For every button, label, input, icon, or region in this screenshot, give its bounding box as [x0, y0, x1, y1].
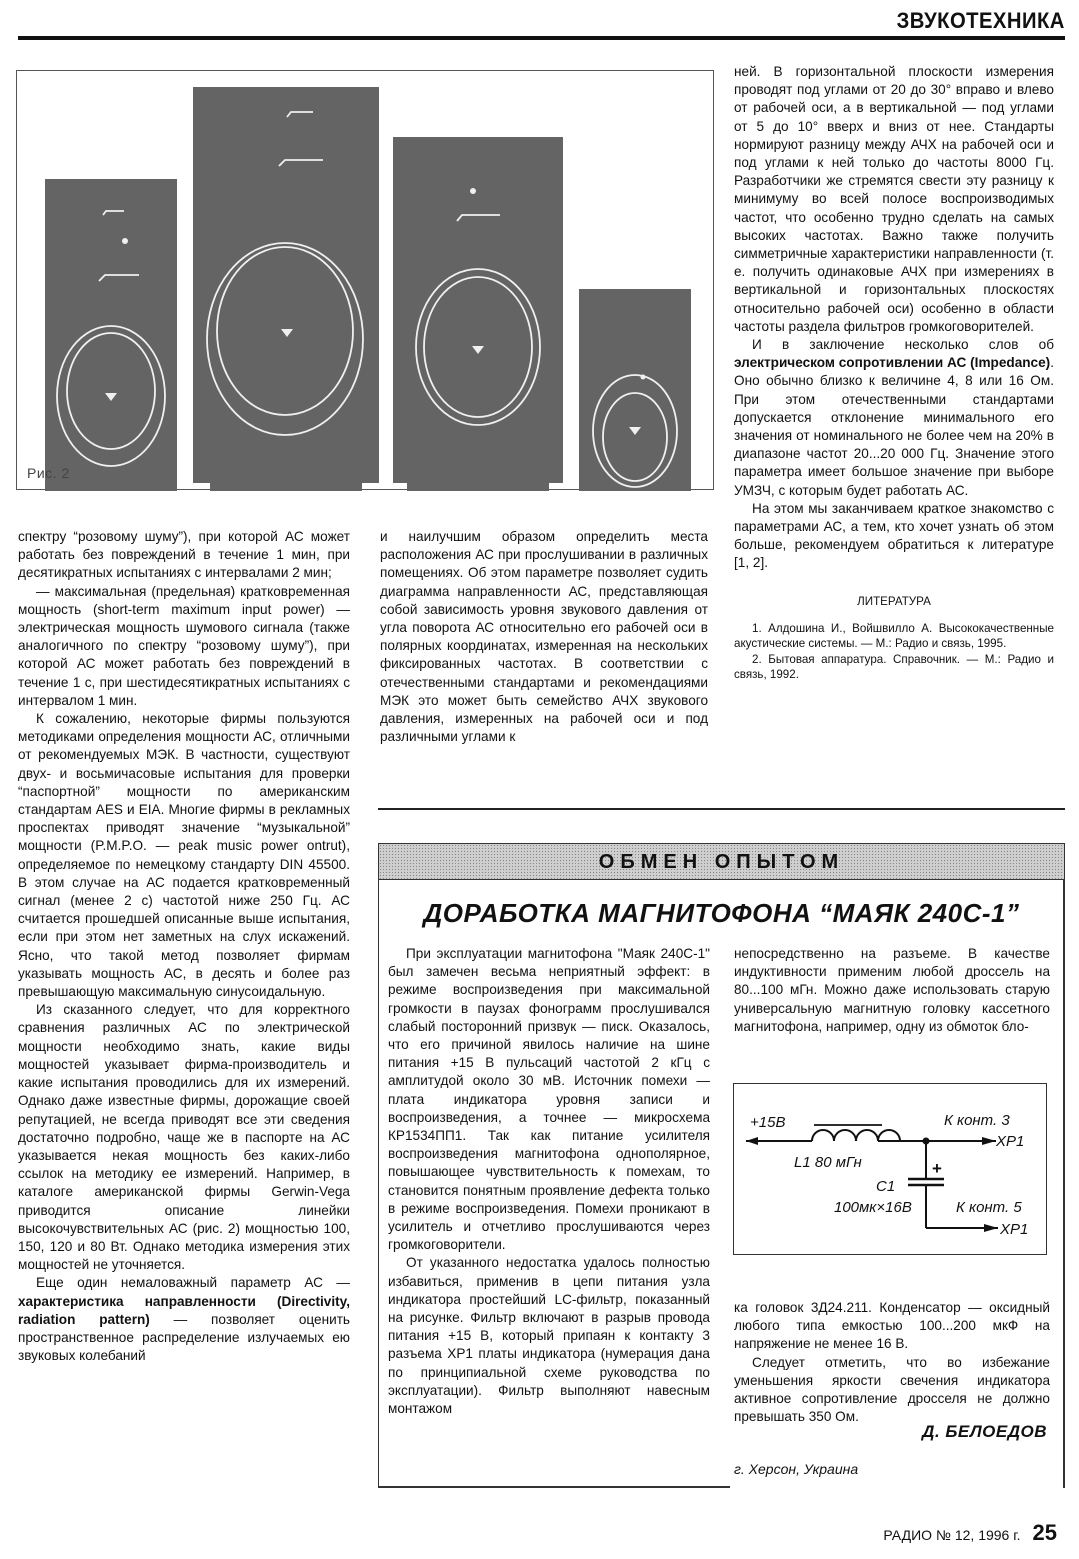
page-footer	[883, 1520, 1057, 1546]
paragraph-directivity: Еще один немаловажный параметр АС — характеристика направленности (Directivity, radiation pattern) — позволяет оценить пространственное распределение излучаемых ею звуковых колебаний	[18, 1275, 351, 1364]
article2-frame-bottom	[378, 1486, 730, 1488]
section-header: ЗВУКОТЕХНИКА	[896, 8, 1065, 33]
rubric-bar	[379, 844, 1064, 880]
literature-item: 1. Алдошина И., Войшвилло А. Высококачественные акустические системы. — М.: Радио и связь, 1995.	[734, 621, 1054, 651]
schematic-capacitor-value: 100мк×16В	[834, 1199, 912, 1216]
literature-heading: ЛИТЕРАТУРА	[857, 594, 931, 608]
article2-column2-top	[734, 945, 1050, 1036]
paragraph: От указанного недостатка удалось полностью избавиться, применив в цепи питания узла индикатора простейший LC-фильтр, показанный на рисунке. Фильтр включают в разрыв провода питания +15 В, который припаян к контакту 3 разъема ХР1 платы индикатора (нумерация дана по принципиальной схеме руководства по эксплуатации). Фильтр выполняют навесным монтажом	[388, 1255, 710, 1417]
author-name: Д. БЕЛОЕДОВ	[922, 1422, 1047, 1441]
schematic-polarity: +	[932, 1159, 942, 1178]
figure-caption: Рис. 2	[27, 465, 70, 481]
figure-speakers	[16, 70, 714, 490]
speakers-illustration	[17, 71, 715, 491]
input-arrow-icon	[746, 1137, 758, 1145]
paragraph: — максимальная (предельная) кратковременная мощность (short-term maximum input power) — электрическая мощность шумового сигнала (также аналогичного по спектру “розовому шуму”), при которой АС может работать без повреждений в течение 1 с, при шестидесятикратных испытаниях с интервалом 1 мин.	[18, 583, 350, 708]
term-directivity: характеристика направленности (Directivity, radiation pattern)	[18, 1293, 350, 1327]
article-title: ДОРАБОТКА МАГНИТОФОНА “МАЯК 240С-1”	[423, 898, 1020, 928]
paragraph: Из сказанного следует, что для корректного сравнения различных АС по электрической мощности необходимо знать, какие виды мощностей указывает фирма-производитель и какие испытания проводились для их измерений. Однако даже известные фирмы, дорожащие своей репутацией, не всегда приводят все эти сведения достаточно подробно, чаще же в паспорте на АС указывается некая мощность без каких-либо ссылок на методику ее измерений. Например, в каталоге американской фирмы Gerwin-Vega приводится описание линейки высокочувствительных АС (рис. 2) мощностью 100, 150, 120 и 80 Вт. Однако методика измерения этих мощностей не уточняется.	[18, 1002, 350, 1273]
schematic-out1-label: К конт. 3	[944, 1112, 1010, 1129]
schematic-input-label: +15В	[750, 1114, 786, 1131]
rubric-label: ОБМЕН ОПЫТОМ	[598, 851, 845, 873]
paragraph: ней. В горизонтальной плоскости измерения проводят под углами от 20 до 30° вправо и влево от рабочей оси, а в вертикальной — под углами от 5 до 10° вверх и вниз от нее. Стандарты нормируют разницу между АЧХ на рабочей оси и под углами к ней только до частоты 8000 Гц. Разработчики же стремятся свести эту разницу к минимуму во всей полосе воспроизводимых частот, что особенно трудно сделать на самых высоких частотах. Важно также получить симметричные характеристики направленности (т. е. получить одинаковые АЧХ при измерениях в вертикальной и горизонтальных плоскостях относительно рабочей оси) особенно в области частоты раздела фильтров громкоговорителей.	[734, 64, 1054, 334]
schematic-out1-connector: XP1	[996, 1133, 1025, 1150]
paragraph-impedance: И в заключение несколько слов об электрическом сопротивлении АС (Impedance). Оно обычно близко к величине 4, 8 или 16 Ом. При этом отечественными стандартами допускается отклонение минимального его значения от номинального не более чем на 20% в диапазоне частот 20...20 000 Гц. Значение этого параметра имеет большое значение при выборе УМЗЧ, с которым будет работать АС.	[734, 337, 1054, 498]
paragraph: На этом мы заканчиваем краткое знакомство с параметрами АС, а тем, кто хочет узнать об этом больше, рекомендуем обратиться к литературе [1, 2].	[734, 500, 1054, 571]
inductor-icon	[812, 1130, 900, 1141]
paragraph: непосредственно на разъеме. В качестве индуктивности применим любой дроссель на 80...100 мГн. Можно даже использовать старую универсальную магнитную головку кассетного магнитофона, например, одну из обмоток бло-	[734, 946, 1050, 1034]
paragraph: и наилучшим образом определить места расположения АС при прослушивании в различных помещениях. Об этом параметре позволяет судить диаграмма направленности АС, представляющая собой зависимость уровня звукового давления от угла поворота АС относительно его рабочей оси в полярных координатах, измеренная на нескольких фиксированных частотах. В соответствии с отечественными стандартами и рекомендациями МЭК это может быть семейство АЧХ звукового давления, измеренных на рабочей оси и под различными углами к	[380, 529, 708, 745]
literature-item: 2. Бытовая аппаратура. Справочник. — М.: Радио и связь, 1992.	[734, 652, 1054, 682]
paragraph: спектру “розовому шуму”), при которой АС может работать без повреждений в течение 1 мин, при десятикратных испытаниях с интервалами 2 мин;	[18, 529, 350, 581]
author-city: г. Херсон, Украина	[734, 1461, 859, 1477]
paragraph: К сожалению, некоторые фирмы пользуются методиками определения мощности АС, отличными от рекомендуемых МЭК. В частности, существуют двух- и восьмичасовые испытания для проверки “паспортной” мощности по американским стандартам AES и EIA. Многие фирмы в рекламных проспектах приводят значение “музыкальной” мощности (P.M.P.O. — peak music power ontrut), определяемое по немецкому стандарту DIN 45500. В этом случае на АС подается кратковременный сигнал (менее 2 с) частотой ниже 250 Гц. АС считается прошедшей описанные выше испытания, если при этом нет заметных на слух искажений. Ясно, что такой метод позволяет фирмам указывать мощность АС, в десять и более раз превышающую максимальную синусоидальную.	[18, 711, 350, 1000]
schematic-out2-label: К конт. 5	[956, 1199, 1022, 1216]
header-rule	[18, 36, 1065, 40]
article2-column1	[388, 945, 710, 1418]
schematic-capacitor-name: C1	[876, 1178, 896, 1195]
schematic-out2-connector: XP1	[1000, 1221, 1029, 1238]
paragraph: При эксплуатации магнитофона "Маяк 240С-1" был замечен весьма неприятный эффект: в режиме воспроизведения при максимальной громкости в паузах фонограмм прослушивался слабый посторонний призвук — писк. Оказалось, что его причиной явилось наличие на шине питания +15 В пульсаций частотой 2 кГц с амплитудой около 30 мВ. Источник помехи — плата индикатора уровня записи и воспроизведения, а точнее — микросхема КР1534ПП1. Так как питание усилителя воспроизведения магнитофона однополярное, повышающее чувствительность к помехам, то становится понятным проявление дефекта только в режиме воспроизведения. Помехи проникают в усилитель и отчетливо прослушиваются через громкоговорители.	[388, 946, 710, 1253]
schematic-inductor-label: L1 80 мГн	[794, 1154, 862, 1171]
article1-column3	[734, 63, 1054, 683]
section-divider	[378, 808, 1065, 810]
paragraph: ка головок 3Д24.211. Конденсатор — оксидный любого типа емкостью 100...200 мкФ на напряжение не менее 16 В.	[734, 1300, 1050, 1352]
lc-filter-schematic	[733, 1083, 1047, 1255]
article1-column1	[18, 528, 350, 1365]
page-number: 25	[1032, 1520, 1057, 1545]
issue-label: РАДИО № 12, 1996 г.	[883, 1527, 1021, 1543]
schematic-diagram	[734, 1084, 1048, 1256]
article2-frame-right	[1063, 843, 1065, 1488]
term-impedance: электрическом сопротивлении АС (Impedance)	[734, 355, 1051, 371]
article1-column2	[380, 528, 708, 746]
article2-column2-bottom	[734, 1299, 1050, 1426]
output-arrow-icon	[982, 1137, 996, 1145]
paragraph: Следует отметить, что во избежание уменьшения яркости свечения индикатора активное сопротивление дросселя не должно превышать 350 Ом.	[734, 1354, 1050, 1425]
